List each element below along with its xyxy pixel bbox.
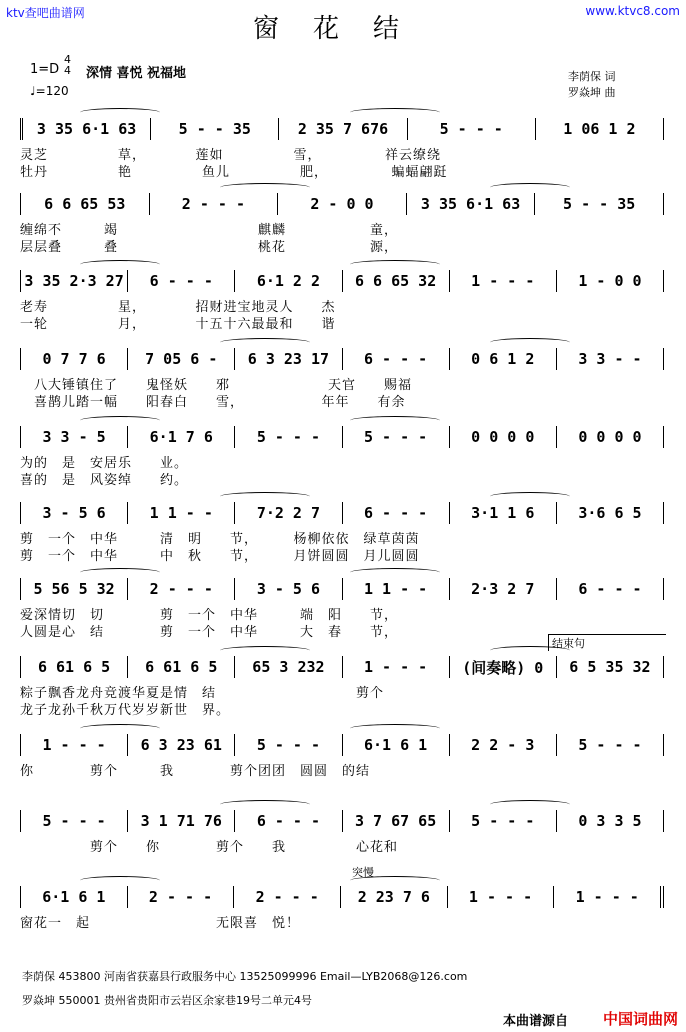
lyric-line-1: 剪 一个 中华 清 明 节， 杨柳依依 绿草茵茵	[20, 532, 420, 547]
score-system	[20, 502, 664, 566]
score-system	[20, 656, 664, 720]
measure: 6 - - -	[556, 578, 664, 600]
measure: 0 3 3 5	[556, 810, 664, 832]
slur-mark	[220, 183, 310, 192]
measure: 2 - - -	[127, 886, 234, 908]
measure: 5 - - -	[234, 426, 341, 448]
score-system	[20, 426, 664, 490]
key-signature: 1=D	[30, 62, 60, 77]
measure: 6·1 7 6	[127, 426, 234, 448]
slur-mark	[490, 338, 570, 347]
notes-row	[20, 348, 664, 370]
tempo-change-tag: 突慢	[352, 866, 374, 879]
score-system	[20, 886, 664, 950]
score-system	[20, 578, 664, 642]
measure: 1 1 - -	[342, 578, 449, 600]
lyric-line-2: 龙子龙孙千秋万代岁岁新世 界。	[20, 703, 231, 718]
measure: 6 61 6 5	[20, 656, 127, 678]
slur-mark	[350, 568, 440, 577]
measure: 2 - - -	[233, 886, 340, 908]
lyric-line-1: 窗花一 起 无限喜 悦！	[20, 916, 301, 931]
lyric-line-1: 八大锤镇住了 鬼怪妖 邪 天官 赐福	[20, 378, 413, 393]
measure: 3 3 - -	[556, 348, 664, 370]
measure: 6 - - -	[342, 502, 449, 524]
notes-row	[20, 734, 664, 756]
measure: 6·1 6 1	[342, 734, 449, 756]
measure: 5 - - -	[449, 810, 556, 832]
measure: 5 56 5 32	[20, 578, 127, 600]
slur-mark	[350, 724, 440, 733]
measure: 65 3 232	[234, 656, 341, 678]
measure: 3·6 6 5	[556, 502, 664, 524]
measure: 3 - 5 6	[20, 502, 127, 524]
measure: 7·2 2 7	[234, 502, 341, 524]
lyricist-credit: 李荫保 词	[568, 70, 616, 83]
measure: 3·1 1 6	[449, 502, 556, 524]
notes-row	[20, 270, 664, 292]
composer-contact: 罗焱坤 550001 贵州省贵阳市云岩区余家巷19号二单元4号	[22, 994, 312, 1007]
measure: 5 - - 35	[150, 118, 278, 140]
lyric-line-1: 为的 是 安居乐 业。	[20, 456, 189, 471]
measure: 3 7 67 65	[342, 810, 449, 832]
measure: 6 - - -	[342, 348, 449, 370]
lyric-line-2: 牡丹 艳 鱼儿 肥， 蝙蝠翩跹	[20, 165, 448, 180]
measure: 5 - - -	[20, 810, 127, 832]
measure: 1 - - -	[449, 270, 556, 292]
measure: 1 - 0 0	[556, 270, 664, 292]
slur-mark	[490, 183, 570, 192]
slur-mark	[80, 876, 160, 885]
slur-mark	[490, 492, 570, 501]
measure: 3 35 6·1 63	[20, 118, 150, 140]
lyric-line-1: 缠绵不 竭 麒麟 童，	[20, 223, 399, 238]
measure: 2 - - -	[127, 578, 234, 600]
measure: 3 1 71 76	[127, 810, 234, 832]
score-system	[20, 270, 664, 334]
time-bottom: 4	[64, 64, 71, 77]
lyricist-contact: 李荫保 453800 河南省获嘉县行政服务中心 13525099996 Email—LYB2068@126.com	[22, 970, 468, 983]
slur-mark	[220, 338, 310, 347]
measure: 2 23 7 6	[340, 886, 447, 908]
slur-mark	[220, 492, 310, 501]
measure: 6·1 2 2	[234, 270, 341, 292]
measure: 5 - - -	[407, 118, 535, 140]
lyric-line-1: 粽子飘香龙舟竞渡华夏是情 结 剪个	[20, 686, 385, 701]
slur-mark	[490, 800, 570, 809]
score-system	[20, 118, 664, 182]
notes-row	[20, 502, 664, 524]
measure: 3 35 2·3 27	[20, 270, 127, 292]
site-watermark-right: www.ktvc8.com	[585, 4, 680, 18]
measure: 0 0 0 0	[556, 426, 664, 448]
measure: 6 5 35 32	[556, 656, 664, 678]
slur-mark	[350, 260, 440, 269]
measure: 5 - - -	[342, 426, 449, 448]
slur-mark	[80, 568, 160, 577]
notes-row	[20, 810, 664, 832]
measure: 2 2 - 3	[449, 734, 556, 756]
measure: 5 - - 35	[534, 193, 664, 215]
composer-credit: 罗焱坤 曲	[568, 86, 616, 99]
lyric-line-2: 喜鹊儿踏一幅 阳春白 雪， 年年 有余	[20, 395, 406, 410]
measure: 0 0 0 0	[449, 426, 556, 448]
measure: 6 - - -	[234, 810, 341, 832]
slur-mark	[350, 108, 440, 117]
tempo-mark: ♩=120	[30, 84, 69, 98]
measure: 5 - - -	[234, 734, 341, 756]
notes-row	[20, 118, 664, 140]
notes-row	[20, 193, 664, 215]
measure: 1 - - -	[342, 656, 449, 678]
score-system	[20, 348, 664, 412]
notes-row	[20, 886, 664, 908]
lyric-line-2: 一轮 月， 十五十六最最和 谐	[20, 317, 336, 332]
measure: 1 - - -	[553, 886, 664, 908]
lyric-line-1: 灵芝 草， 莲如 雪， 祥云缭绕	[20, 148, 442, 163]
measure: 6·1 6 1	[20, 886, 127, 908]
measure: (间奏略) 0	[449, 656, 556, 678]
measure: 2 - 0 0	[277, 193, 406, 215]
measure: 2·3 2 7	[449, 578, 556, 600]
slur-mark	[220, 800, 310, 809]
measure: 1 - - -	[20, 734, 127, 756]
measure: 6 61 6 5	[127, 656, 234, 678]
score-system	[20, 193, 664, 257]
slur-mark	[80, 724, 160, 733]
measure: 6 - - -	[127, 270, 234, 292]
measure: 6 6 65 32	[342, 270, 449, 292]
measure: 1 1 - -	[127, 502, 234, 524]
lyric-line-1: 你 剪个 我 剪个团团 圆圆 的结	[20, 764, 371, 779]
lyric-line-2: 人圆是心 结 剪 一个 中华 大 春 节，	[20, 625, 399, 640]
measure: 3 - 5 6	[234, 578, 341, 600]
measure: 3 35 6·1 63	[406, 193, 535, 215]
measure: 5 - - -	[556, 734, 664, 756]
slur-mark	[80, 108, 160, 117]
source-site-logo[interactable]: 中国词曲网	[602, 1010, 678, 1028]
measure: 6 3 23 17	[234, 348, 341, 370]
notes-row	[20, 578, 664, 600]
site-watermark-left: ktv查吧曲谱网	[6, 6, 85, 20]
measure: 1 06 1 2	[535, 118, 664, 140]
lyric-line-1: 爱深情切 切 剪 一个 中华 端 阳 节，	[20, 608, 399, 623]
source-label: 本曲谱源自	[502, 1014, 568, 1029]
song-title: 窗花结	[252, 14, 433, 44]
notes-row	[20, 426, 664, 448]
measure: 2 - - -	[149, 193, 278, 215]
measure: 7 05 6 -	[127, 348, 234, 370]
score-system	[20, 810, 664, 874]
measure: 2 35 7 676	[278, 118, 406, 140]
measure: 0 6 1 2	[449, 348, 556, 370]
time-signature	[64, 54, 71, 76]
score-system	[20, 734, 664, 798]
measure: 6 3 23 61	[127, 734, 234, 756]
time-top: 4	[64, 53, 71, 66]
lyric-line-1: 剪个 你 剪个 我 心花和	[20, 840, 399, 855]
expression-mark: 深情 喜悦 祝福地	[86, 66, 187, 81]
lyric-line-2: 喜的 是 风姿绰 约。	[20, 473, 189, 488]
ending-section-tag: 结束句	[548, 634, 666, 651]
measure: 6 6 65 53	[20, 193, 149, 215]
measure: 3 3 - 5	[20, 426, 127, 448]
slur-mark	[350, 416, 440, 425]
measure: 0 7 7 6	[20, 348, 127, 370]
slur-mark	[80, 416, 160, 425]
measure: 1 - - -	[447, 886, 554, 908]
lyric-line-1: 老寿 星， 招财进宝地灵人 杰	[20, 300, 336, 315]
slur-mark	[220, 646, 310, 655]
slur-mark	[80, 260, 160, 269]
lyric-line-2: 剪 一个 中华 中 秋 节， 月饼圆圆 月儿圆圆	[20, 549, 420, 564]
lyric-line-2: 层层叠 叠 桃花 源，	[20, 240, 399, 255]
notes-row	[20, 656, 664, 678]
